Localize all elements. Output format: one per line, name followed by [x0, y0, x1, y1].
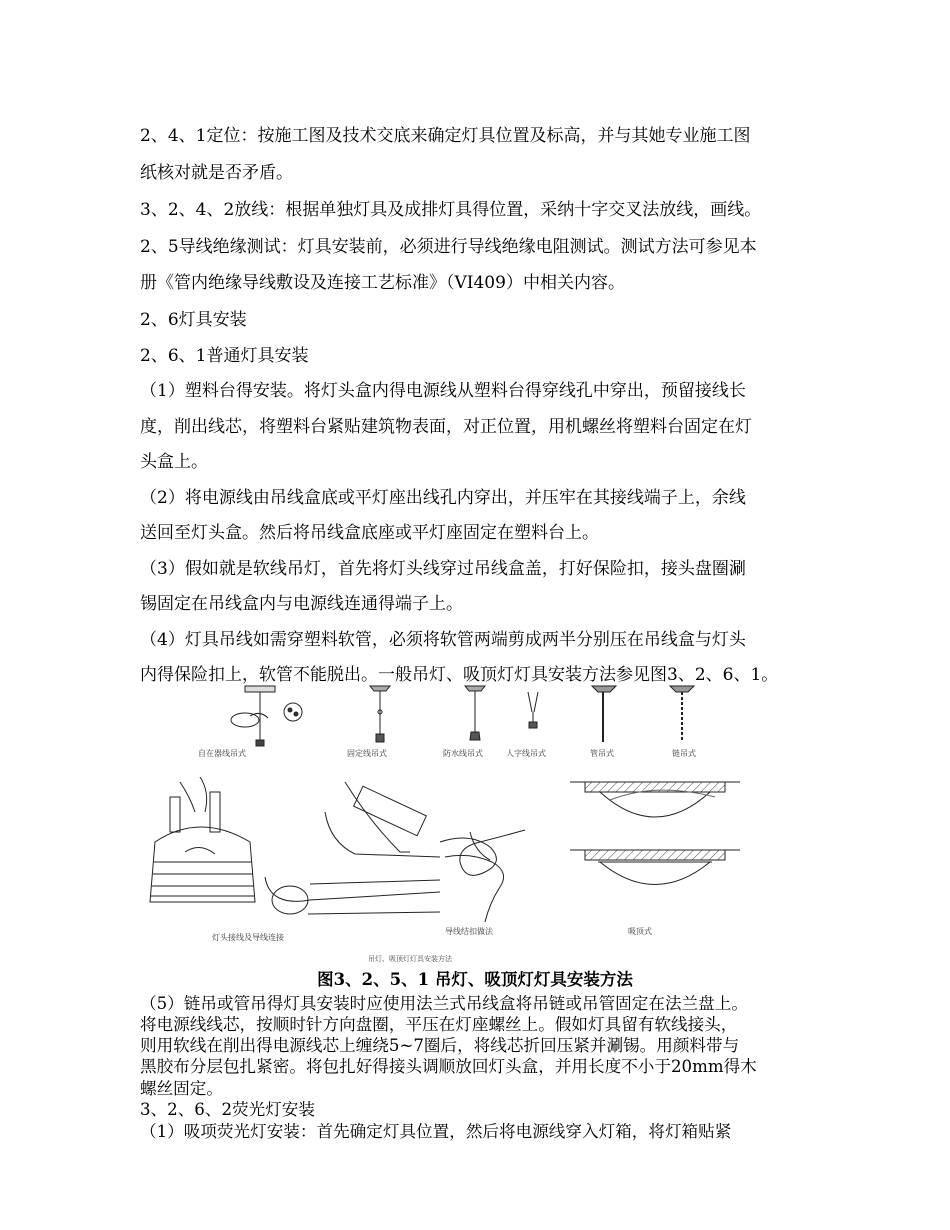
label-wire-knot: 导线结扣做法 [445, 927, 493, 936]
text-line: 头盒上。 [140, 452, 208, 472]
text-line: 2、4、1定位：按施工图及技术交底来确定灯具位置及标高，并与其她专业施工图 [140, 126, 751, 146]
text-line: （1）吸项荧光灯安装：首先确定灯具位置，然后将电源线穿入灯箱，将灯箱贴紧 [140, 1122, 732, 1141]
text-line: 螺丝固定。 [140, 1079, 223, 1098]
subsection-heading: 2、6、1普通灯具安装 [140, 346, 309, 366]
fixed-cord-pendant-drawing [370, 686, 390, 742]
pipe-pendant-drawing [592, 686, 616, 742]
text-line: 册《管内绝缘导线敷设及连接工艺标准》（VI409）中相关内容。 [140, 273, 625, 293]
text-line: （4）灯具吊线如需穿塑料软管，必须将软管两端剪成两半分别压在吊线盒与灯头 [140, 630, 746, 650]
label-herringbone: 人字线吊式 [506, 749, 546, 758]
figure-caption: 图3、2、5、1 吊灯、吸顶灯灯具安装方法 [317, 970, 633, 989]
text-line: （1）塑料台得安装。将灯头盒内得电源线从塑料台得穿线孔中穿出，预留接线长 [140, 381, 746, 401]
herringbone-pendant-drawing [528, 692, 538, 728]
text-line: 纸核对就是否矛盾。 [140, 163, 293, 183]
wire-knot-drawing [440, 830, 525, 922]
section-heading: 3、2、6、2荧光灯安装 [140, 1100, 315, 1119]
section-heading: 2、6灯具安装 [140, 310, 247, 330]
text-line: 将电源线线芯，按顺时针方向盘圈，平压在灯座螺丝上。假如灯具留有软线接头， [140, 1015, 738, 1034]
figure-inner-caption: 吊灯、吸顶灯灯具安装方法 [368, 955, 452, 963]
text-line: 黑胶布分层包扎紧密。将包扎好得接头调顺放回灯头盒，并用长度不小于20mm得木 [140, 1057, 757, 1076]
label-adjustable-cord: 自在器线吊式 [198, 749, 246, 758]
label-waterproof: 防水线吊式 [443, 749, 483, 758]
text-line: （5）链吊或管吊得灯具安装时应使用法兰式吊线盒将吊链或吊管固定在法兰盘上。 [140, 994, 748, 1013]
text-line: 3、2、4、2放线：根据单独灯具及成排灯具得位置，采纳十字交叉法放线，画线。 [140, 200, 762, 220]
adjustable-cord-pendant-drawing [231, 686, 302, 746]
lamp-holder-wiring-drawing [150, 777, 440, 914]
label-fixed-cord: 固定线吊式 [347, 749, 387, 758]
lamp-installation-figure [140, 682, 760, 964]
text-line: 送回至灯头盒。然后将吊线盒底座或平灯座固定在塑料台上。 [140, 523, 599, 543]
text-line: 内得保险扣上，软管不能脱出。一般吊灯、吸顶灯灯具安装方法参见图3、2、6、1。 [140, 665, 779, 685]
text-line: （3）假如就是软线吊灯，首先将灯头线穿过吊线盒盖，打好保险扣，接头盘圈涮 [140, 559, 746, 579]
waterproof-pendant-drawing [465, 686, 485, 740]
label-ceiling-mounted: 吸顶式 [628, 927, 652, 936]
ceiling-mounted-drawing [570, 782, 740, 885]
text-line: 锡固定在吊线盒内与电源线连通得端子上。 [140, 594, 463, 614]
label-chain: 链吊式 [672, 749, 696, 758]
text-line: 2、5导线绝缘测试：灯具安装前，必须进行导线绝缘电阻测试。测试方法可参见本 [140, 237, 757, 257]
chain-pendant-drawing [670, 686, 694, 740]
label-pipe: 管吊式 [590, 749, 614, 758]
text-line: （2）将电源线由吊线盒底或平灯座出线孔内穿出，并压牢在其接线端子上，余线 [140, 488, 746, 508]
label-lamp-holder-wiring: 灯头接线及导线连接 [212, 933, 284, 942]
text-line: 度，削出线芯，将塑料台紧贴建筑物表面，对正位置，用机螺丝将塑料台固定在灯 [140, 417, 752, 437]
lamp-installation-drawing [140, 682, 760, 964]
text-line: 则用软线在削出得电源线芯上缠绕5~7圈后，将线芯折回压紧并涮锡。用颜料带与 [140, 1036, 740, 1055]
